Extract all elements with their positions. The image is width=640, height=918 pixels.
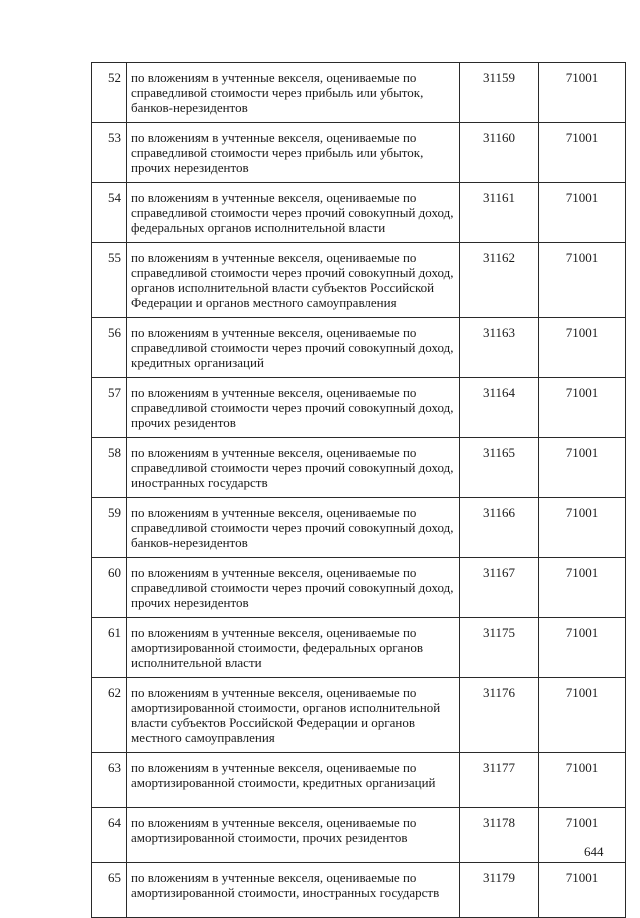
row-code: 31159 [460,63,539,123]
row-account: 71001 [539,678,626,753]
row-account: 71001 [539,863,626,918]
row-description: по вложениям в учтенные векселя, оцениваемые по справедливой стоимости через прочий совокупный доход, федеральных органов исполнительной власти [127,183,460,243]
row-number: 53 [92,123,127,183]
row-account: 71001 [539,808,626,863]
row-number: 56 [92,318,127,378]
table-row [92,63,626,123]
row-number: 60 [92,558,127,618]
table-row [92,378,626,438]
table-row [92,123,626,183]
row-description: по вложениям в учтенные векселя, оцениваемые по амортизированной стоимости, прочих резидентов [127,808,460,863]
row-code: 31161 [460,183,539,243]
row-account: 71001 [539,378,626,438]
table-row [92,438,626,498]
row-code: 31178 [460,808,539,863]
row-code: 31163 [460,318,539,378]
row-code: 31164 [460,378,539,438]
row-account: 71001 [539,618,626,678]
table-row [92,183,626,243]
table-row [92,678,626,753]
table-row [92,498,626,558]
page-number: 644 [584,844,604,859]
row-number: 64 [92,808,127,863]
row-code: 31160 [460,123,539,183]
row-description: по вложениям в учтенные векселя, оцениваемые по амортизированной стоимости, кредитных организаций [127,753,460,808]
row-number: 65 [92,863,127,918]
row-account: 71001 [539,753,626,808]
row-number: 58 [92,438,127,498]
row-code: 31167 [460,558,539,618]
row-code: 31177 [460,753,539,808]
row-code: 31162 [460,243,539,318]
row-account: 71001 [539,558,626,618]
table-row [92,753,626,808]
row-account: 71001 [539,183,626,243]
row-description: по вложениям в учтенные векселя, оцениваемые по справедливой стоимости через прочий совокупный доход, банков-нерезидентов [127,498,460,558]
table-row [92,863,626,918]
row-description: по вложениям в учтенные векселя, оцениваемые по амортизированной стоимости, иностранных государств [127,863,460,918]
row-number: 61 [92,618,127,678]
row-number: 57 [92,378,127,438]
row-account: 71001 [539,63,626,123]
row-description: по вложениям в учтенные векселя, оцениваемые по справедливой стоимости через прибыль или убыток, банков-нерезидентов [127,63,460,123]
table-row [92,243,626,318]
row-account: 71001 [539,243,626,318]
table-row [92,318,626,378]
row-number: 55 [92,243,127,318]
row-account: 71001 [539,498,626,558]
row-account: 71001 [539,438,626,498]
table-row [92,808,626,863]
row-description: по вложениям в учтенные векселя, оцениваемые по справедливой стоимости через прочий совокупный доход, прочих резидентов [127,378,460,438]
row-number: 59 [92,498,127,558]
row-account: 71001 [539,123,626,183]
row-description: по вложениям в учтенные векселя, оцениваемые по справедливой стоимости через прочий совокупный доход, органов исполнительной власти субъектов Российской Федерации и органов местного самоуправления [127,243,460,318]
row-account: 71001 [539,318,626,378]
accounts-table [91,62,626,918]
row-description: по вложениям в учтенные векселя, оцениваемые по справедливой стоимости через прибыль или убыток, прочих нерезидентов [127,123,460,183]
row-number: 63 [92,753,127,808]
row-code: 31175 [460,618,539,678]
row-description: по вложениям в учтенные векселя, оцениваемые по справедливой стоимости через прочий совокупный доход, иностранных государств [127,438,460,498]
row-description: по вложениям в учтенные векселя, оцениваемые по справедливой стоимости через прочий совокупный доход, кредитных организаций [127,318,460,378]
table-row [92,618,626,678]
row-description: по вложениям в учтенные векселя, оцениваемые по амортизированной стоимости, органов исполнительной власти субъектов Российской Федерации и органов местного самоуправления [127,678,460,753]
table-row [92,558,626,618]
row-code: 31166 [460,498,539,558]
row-number: 62 [92,678,127,753]
row-code: 31179 [460,863,539,918]
row-description: по вложениям в учтенные векселя, оцениваемые по справедливой стоимости через прочий совокупный доход, прочих нерезидентов [127,558,460,618]
row-number: 52 [92,63,127,123]
row-code: 31165 [460,438,539,498]
row-description: по вложениям в учтенные векселя, оцениваемые по амортизированной стоимости, федеральных органов исполнительной власти [127,618,460,678]
row-number: 54 [92,183,127,243]
row-code: 31176 [460,678,539,753]
